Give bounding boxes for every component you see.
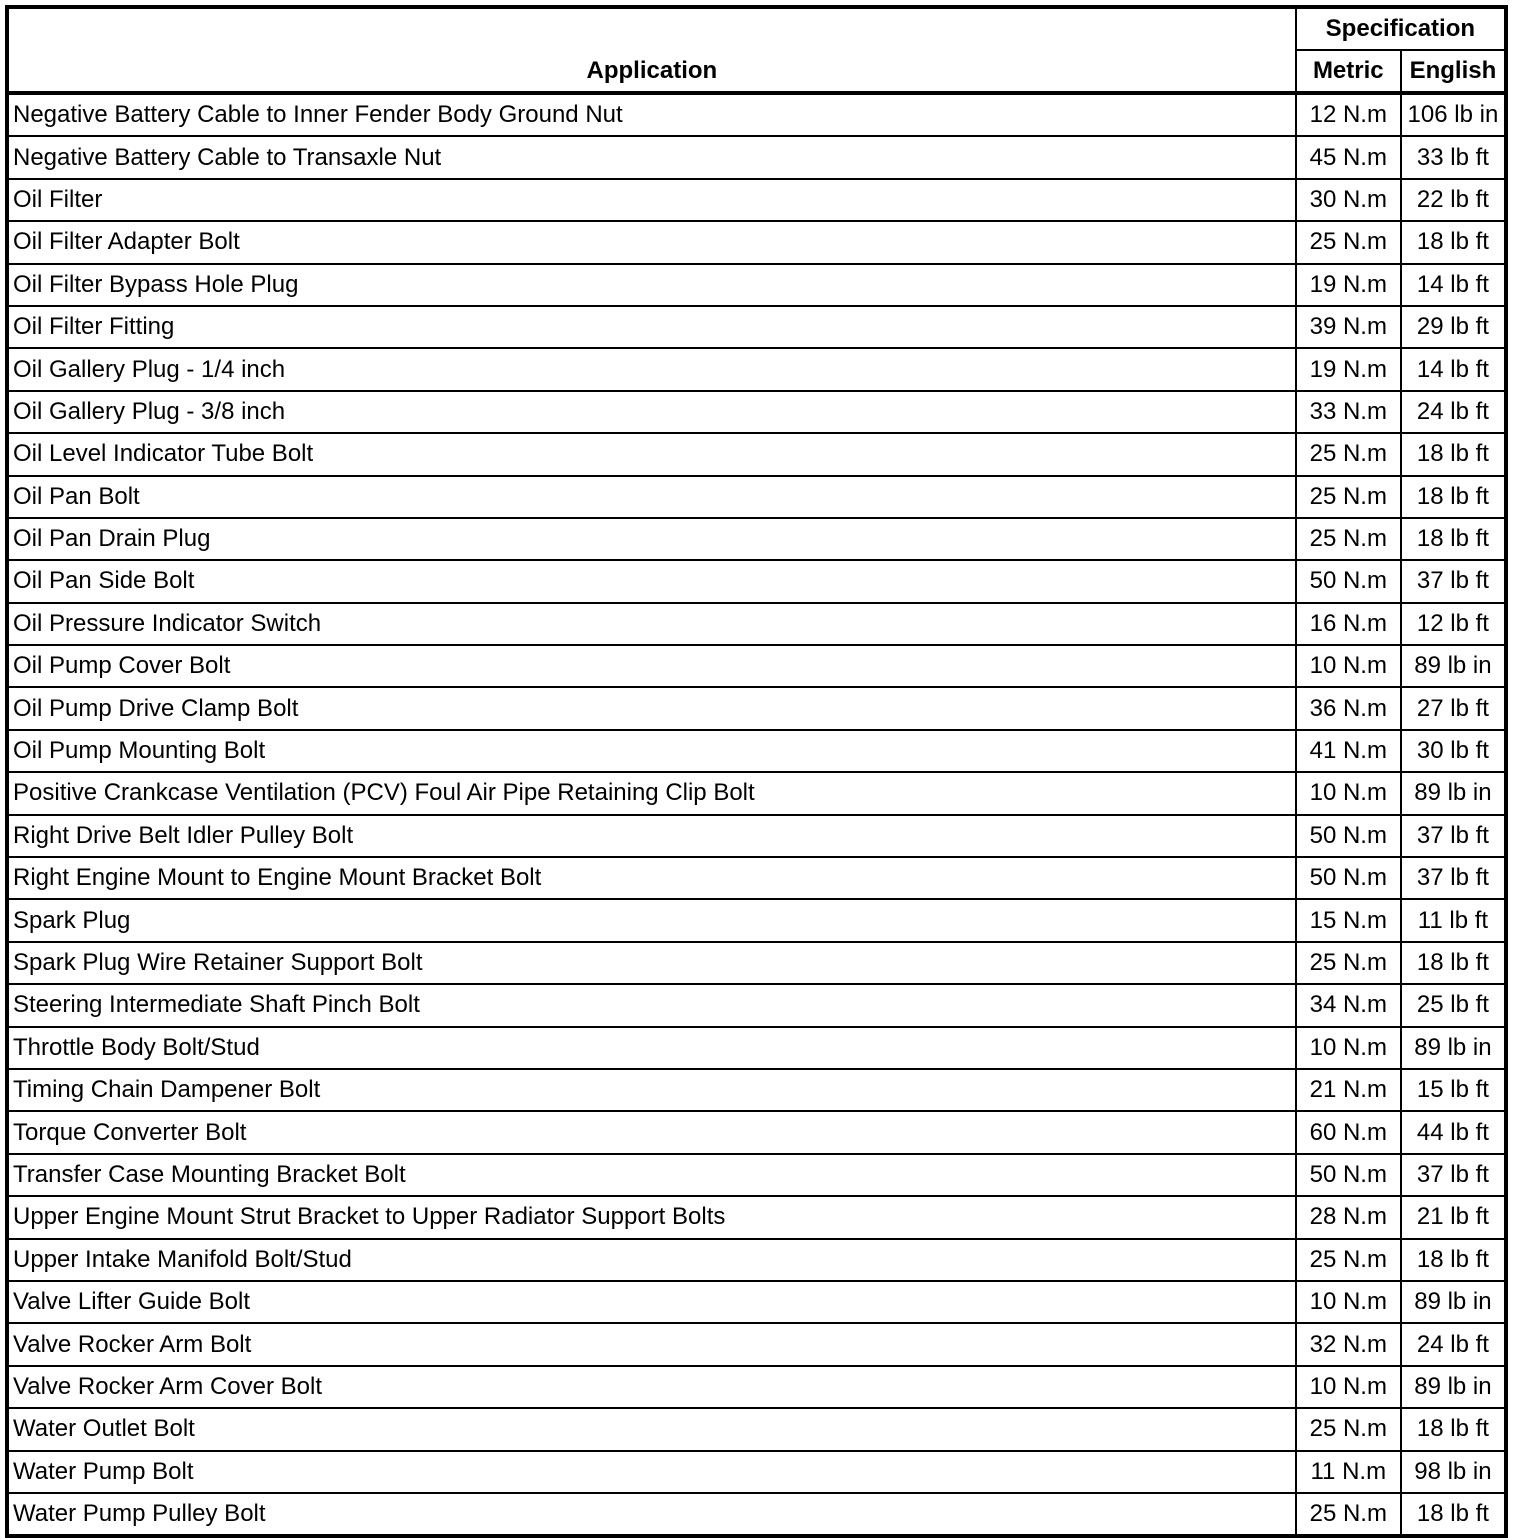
table-row — [7, 815, 1506, 857]
english-cell: 27 lb ft — [1401, 687, 1506, 729]
application-cell: Right Engine Mount to Engine Mount Bracket Bolt — [7, 857, 1296, 899]
english-cell: 106 lb in — [1401, 93, 1506, 136]
application-cell: Oil Pump Mounting Bolt — [7, 730, 1296, 772]
table-row — [7, 1451, 1506, 1493]
metric-cell: 19 N.m — [1296, 348, 1401, 390]
english-cell: 33 lb ft — [1401, 136, 1506, 178]
table-row — [7, 899, 1506, 941]
metric-cell: 12 N.m — [1296, 93, 1401, 136]
english-cell: 24 lb ft — [1401, 391, 1506, 433]
application-cell: Oil Pan Side Bolt — [7, 560, 1296, 602]
application-cell: Oil Pressure Indicator Switch — [7, 603, 1296, 645]
application-cell: Oil Filter Adapter Bolt — [7, 221, 1296, 263]
english-cell: 18 lb ft — [1401, 1408, 1506, 1450]
metric-cell: 25 N.m — [1296, 1493, 1401, 1536]
metric-cell: 25 N.m — [1296, 518, 1401, 560]
metric-cell: 25 N.m — [1296, 433, 1401, 475]
english-cell: 89 lb in — [1401, 1027, 1506, 1069]
english-cell: 12 lb ft — [1401, 603, 1506, 645]
english-cell: 89 lb in — [1401, 1366, 1506, 1408]
table-row — [7, 1154, 1506, 1196]
metric-cell: 19 N.m — [1296, 264, 1401, 306]
table-header — [7, 7, 1506, 93]
metric-header: Metric — [1296, 50, 1401, 93]
metric-cell: 10 N.m — [1296, 1366, 1401, 1408]
english-cell: 11 lb ft — [1401, 899, 1506, 941]
table-row — [7, 433, 1506, 475]
metric-cell: 10 N.m — [1296, 1281, 1401, 1323]
table-row — [7, 136, 1506, 178]
application-cell: Spark Plug Wire Retainer Support Bolt — [7, 942, 1296, 984]
application-cell: Upper Engine Mount Strut Bracket to Upper Radiator Support Bolts — [7, 1196, 1296, 1238]
table-row — [7, 306, 1506, 348]
table-row — [7, 93, 1506, 136]
metric-cell: 33 N.m — [1296, 391, 1401, 433]
metric-cell: 10 N.m — [1296, 772, 1401, 814]
metric-cell: 16 N.m — [1296, 603, 1401, 645]
table-row — [7, 645, 1506, 687]
english-cell: 37 lb ft — [1401, 815, 1506, 857]
table-row — [7, 476, 1506, 518]
application-cell: Oil Level Indicator Tube Bolt — [7, 433, 1296, 475]
english-cell: 89 lb in — [1401, 1281, 1506, 1323]
english-cell: 18 lb ft — [1401, 942, 1506, 984]
english-cell: 29 lb ft — [1401, 306, 1506, 348]
english-cell: 98 lb in — [1401, 1451, 1506, 1493]
table-row — [7, 1239, 1506, 1281]
metric-cell: 10 N.m — [1296, 645, 1401, 687]
application-cell: Valve Lifter Guide Bolt — [7, 1281, 1296, 1323]
english-cell: 89 lb in — [1401, 645, 1506, 687]
metric-cell: 25 N.m — [1296, 476, 1401, 518]
table-row — [7, 730, 1506, 772]
application-cell: Oil Gallery Plug - 1/4 inch — [7, 348, 1296, 390]
application-cell: Oil Pan Drain Plug — [7, 518, 1296, 560]
table-row — [7, 264, 1506, 306]
application-cell: Oil Gallery Plug - 3/8 inch — [7, 391, 1296, 433]
application-cell: Steering Intermediate Shaft Pinch Bolt — [7, 984, 1296, 1026]
english-cell: 22 lb ft — [1401, 179, 1506, 221]
table-row — [7, 687, 1506, 729]
application-cell: Oil Pump Cover Bolt — [7, 645, 1296, 687]
english-cell: 14 lb ft — [1401, 264, 1506, 306]
table-row — [7, 1281, 1506, 1323]
application-cell: Negative Battery Cable to Inner Fender Body Ground Nut — [7, 93, 1296, 136]
metric-cell: 50 N.m — [1296, 1154, 1401, 1196]
table-row — [7, 1323, 1506, 1365]
metric-cell: 25 N.m — [1296, 942, 1401, 984]
table-row — [7, 1196, 1506, 1238]
table-row — [7, 984, 1506, 1026]
metric-cell: 36 N.m — [1296, 687, 1401, 729]
table-row — [7, 518, 1506, 560]
english-cell: 18 lb ft — [1401, 476, 1506, 518]
english-cell: 89 lb in — [1401, 772, 1506, 814]
table-row — [7, 603, 1506, 645]
table-row — [7, 560, 1506, 602]
header-row-1 — [7, 7, 1506, 50]
application-cell: Oil Filter Bypass Hole Plug — [7, 264, 1296, 306]
english-cell: 37 lb ft — [1401, 560, 1506, 602]
english-cell: 18 lb ft — [1401, 221, 1506, 263]
metric-cell: 25 N.m — [1296, 1408, 1401, 1450]
application-cell: Negative Battery Cable to Transaxle Nut — [7, 136, 1296, 178]
table-row — [7, 1366, 1506, 1408]
english-cell: 18 lb ft — [1401, 518, 1506, 560]
metric-cell: 30 N.m — [1296, 179, 1401, 221]
english-cell: 24 lb ft — [1401, 1323, 1506, 1365]
application-cell: Oil Filter — [7, 179, 1296, 221]
application-cell: Water Outlet Bolt — [7, 1408, 1296, 1450]
metric-cell: 60 N.m — [1296, 1111, 1401, 1153]
english-cell: 18 lb ft — [1401, 433, 1506, 475]
application-cell: Right Drive Belt Idler Pulley Bolt — [7, 815, 1296, 857]
metric-cell: 41 N.m — [1296, 730, 1401, 772]
application-cell: Water Pump Bolt — [7, 1451, 1296, 1493]
table-row — [7, 1408, 1506, 1450]
metric-cell: 25 N.m — [1296, 221, 1401, 263]
specification-header: Specification — [1296, 7, 1506, 50]
metric-cell: 28 N.m — [1296, 1196, 1401, 1238]
table-row — [7, 1111, 1506, 1153]
table-row — [7, 1069, 1506, 1111]
application-cell: Spark Plug — [7, 899, 1296, 941]
metric-cell: 50 N.m — [1296, 857, 1401, 899]
english-cell: 44 lb ft — [1401, 1111, 1506, 1153]
english-cell: 37 lb ft — [1401, 857, 1506, 899]
specification-table — [5, 5, 1508, 1538]
table-row — [7, 391, 1506, 433]
table-row — [7, 772, 1506, 814]
metric-cell: 10 N.m — [1296, 1027, 1401, 1069]
table-row — [7, 221, 1506, 263]
application-cell: Timing Chain Dampener Bolt — [7, 1069, 1296, 1111]
metric-cell: 32 N.m — [1296, 1323, 1401, 1365]
table-row — [7, 942, 1506, 984]
english-header: English — [1401, 50, 1506, 93]
english-cell: 15 lb ft — [1401, 1069, 1506, 1111]
metric-cell: 25 N.m — [1296, 1239, 1401, 1281]
metric-cell: 34 N.m — [1296, 984, 1401, 1026]
english-cell: 37 lb ft — [1401, 1154, 1506, 1196]
application-cell: Torque Converter Bolt — [7, 1111, 1296, 1153]
table-row — [7, 1027, 1506, 1069]
table-row — [7, 179, 1506, 221]
application-header: Application — [7, 7, 1296, 93]
metric-cell: 50 N.m — [1296, 560, 1401, 602]
application-cell: Throttle Body Bolt/Stud — [7, 1027, 1296, 1069]
english-cell: 30 lb ft — [1401, 730, 1506, 772]
metric-cell: 21 N.m — [1296, 1069, 1401, 1111]
metric-cell: 11 N.m — [1296, 1451, 1401, 1493]
metric-cell: 39 N.m — [1296, 306, 1401, 348]
english-cell: 18 lb ft — [1401, 1493, 1506, 1536]
table-row — [7, 348, 1506, 390]
application-cell: Oil Pump Drive Clamp Bolt — [7, 687, 1296, 729]
application-cell: Valve Rocker Arm Cover Bolt — [7, 1366, 1296, 1408]
table-body — [7, 93, 1506, 1536]
application-cell: Oil Pan Bolt — [7, 476, 1296, 518]
english-cell: 21 lb ft — [1401, 1196, 1506, 1238]
table-row — [7, 1493, 1506, 1536]
application-cell: Valve Rocker Arm Bolt — [7, 1323, 1296, 1365]
metric-cell: 50 N.m — [1296, 815, 1401, 857]
english-cell: 18 lb ft — [1401, 1239, 1506, 1281]
application-cell: Positive Crankcase Ventilation (PCV) Foul Air Pipe Retaining Clip Bolt — [7, 772, 1296, 814]
application-cell: Upper Intake Manifold Bolt/Stud — [7, 1239, 1296, 1281]
metric-cell: 45 N.m — [1296, 136, 1401, 178]
application-cell: Transfer Case Mounting Bracket Bolt — [7, 1154, 1296, 1196]
metric-cell: 15 N.m — [1296, 899, 1401, 941]
english-cell: 14 lb ft — [1401, 348, 1506, 390]
table-row — [7, 857, 1506, 899]
application-cell: Oil Filter Fitting — [7, 306, 1296, 348]
application-cell: Water Pump Pulley Bolt — [7, 1493, 1296, 1536]
english-cell: 25 lb ft — [1401, 984, 1506, 1026]
